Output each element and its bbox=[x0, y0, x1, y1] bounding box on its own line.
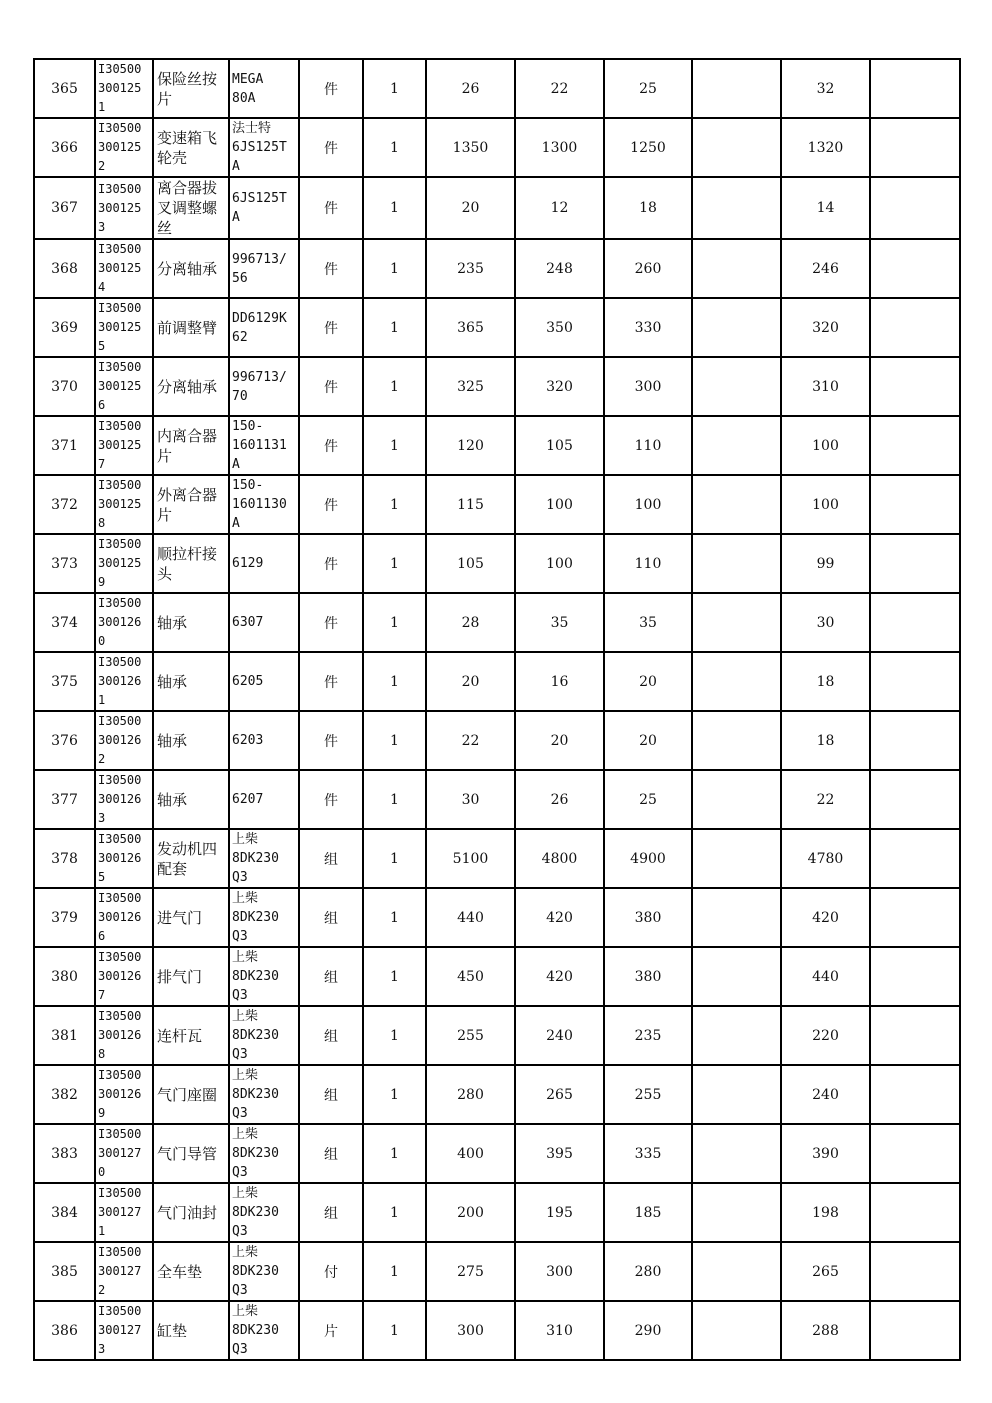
price-5-cell: 100 bbox=[781, 416, 870, 475]
table-row bbox=[34, 1183, 960, 1242]
price-2-cell: 35 bbox=[515, 593, 604, 652]
price-1-cell: 280 bbox=[426, 1065, 515, 1124]
spec-model-cell: 上柴 8DK230 Q3 bbox=[229, 1242, 299, 1301]
part-name-cell: 排气门 bbox=[153, 947, 229, 1006]
price-1-cell: 255 bbox=[426, 1006, 515, 1065]
table-row bbox=[34, 1065, 960, 1124]
price-4-cell bbox=[692, 357, 781, 416]
price-5-cell: 22 bbox=[781, 770, 870, 829]
quantity-cell: 1 bbox=[363, 1301, 426, 1360]
remarks-cell bbox=[870, 1124, 960, 1183]
price-4-cell bbox=[692, 711, 781, 770]
unit-cell: 组 bbox=[299, 1006, 363, 1065]
quantity-cell: 1 bbox=[363, 652, 426, 711]
price-5-cell: 32 bbox=[781, 59, 870, 118]
remarks-cell bbox=[870, 770, 960, 829]
part-name-cell: 缸垫 bbox=[153, 1301, 229, 1360]
table-row bbox=[34, 652, 960, 711]
quantity-cell: 1 bbox=[363, 239, 426, 298]
row-number-cell: 375 bbox=[34, 652, 95, 711]
price-1-cell: 120 bbox=[426, 416, 515, 475]
part-name-cell: 气门座圈 bbox=[153, 1065, 229, 1124]
unit-cell: 件 bbox=[299, 593, 363, 652]
material-code-cell: I30500 300126 7 bbox=[95, 947, 153, 1006]
material-code-cell: I30500 300127 1 bbox=[95, 1183, 153, 1242]
price-4-cell bbox=[692, 298, 781, 357]
price-3-cell: 25 bbox=[604, 770, 692, 829]
quantity-cell: 1 bbox=[363, 475, 426, 534]
price-3-cell: 18 bbox=[604, 177, 692, 239]
price-1-cell: 5100 bbox=[426, 829, 515, 888]
price-1-cell: 26 bbox=[426, 59, 515, 118]
spec-model-cell: 上柴 8DK230 Q3 bbox=[229, 947, 299, 1006]
quantity-cell: 1 bbox=[363, 1065, 426, 1124]
price-5-cell: 240 bbox=[781, 1065, 870, 1124]
price-1-cell: 20 bbox=[426, 652, 515, 711]
price-1-cell: 440 bbox=[426, 888, 515, 947]
price-1-cell: 450 bbox=[426, 947, 515, 1006]
price-4-cell bbox=[692, 239, 781, 298]
price-2-cell: 20 bbox=[515, 711, 604, 770]
price-4-cell bbox=[692, 770, 781, 829]
remarks-cell bbox=[870, 1006, 960, 1065]
row-number-cell: 366 bbox=[34, 118, 95, 177]
remarks-cell bbox=[870, 416, 960, 475]
price-2-cell: 12 bbox=[515, 177, 604, 239]
quantity-cell: 1 bbox=[363, 177, 426, 239]
unit-cell: 件 bbox=[299, 239, 363, 298]
part-name-cell: 内离合器片 bbox=[153, 416, 229, 475]
unit-cell: 件 bbox=[299, 59, 363, 118]
remarks-cell bbox=[870, 475, 960, 534]
part-name-cell: 外离合器片 bbox=[153, 475, 229, 534]
table-row bbox=[34, 888, 960, 947]
remarks-cell bbox=[870, 357, 960, 416]
spec-model-cell: 996713/ 56 bbox=[229, 239, 299, 298]
table-row bbox=[34, 1006, 960, 1065]
row-number-cell: 370 bbox=[34, 357, 95, 416]
part-name-cell: 全车垫 bbox=[153, 1242, 229, 1301]
quantity-cell: 1 bbox=[363, 1006, 426, 1065]
unit-cell: 件 bbox=[299, 711, 363, 770]
material-code-cell: I30500 300126 8 bbox=[95, 1006, 153, 1065]
price-3-cell: 35 bbox=[604, 593, 692, 652]
material-code-cell: I30500 300127 2 bbox=[95, 1242, 153, 1301]
spec-model-cell: 上柴 8DK230 Q3 bbox=[229, 888, 299, 947]
part-name-cell: 轴承 bbox=[153, 770, 229, 829]
unit-cell: 件 bbox=[299, 357, 363, 416]
price-1-cell: 28 bbox=[426, 593, 515, 652]
row-number-cell: 379 bbox=[34, 888, 95, 947]
row-number-cell: 368 bbox=[34, 239, 95, 298]
spec-model-cell: 法士特 6JS125T A bbox=[229, 118, 299, 177]
table-row bbox=[34, 357, 960, 416]
price-4-cell bbox=[692, 947, 781, 1006]
part-name-cell: 轴承 bbox=[153, 593, 229, 652]
price-1-cell: 105 bbox=[426, 534, 515, 593]
price-3-cell: 255 bbox=[604, 1065, 692, 1124]
part-name-cell: 气门油封 bbox=[153, 1183, 229, 1242]
remarks-cell bbox=[870, 1065, 960, 1124]
quantity-cell: 1 bbox=[363, 888, 426, 947]
row-number-cell: 374 bbox=[34, 593, 95, 652]
price-5-cell: 320 bbox=[781, 298, 870, 357]
quantity-cell: 1 bbox=[363, 298, 426, 357]
price-1-cell: 30 bbox=[426, 770, 515, 829]
price-5-cell: 246 bbox=[781, 239, 870, 298]
price-4-cell bbox=[692, 593, 781, 652]
quantity-cell: 1 bbox=[363, 829, 426, 888]
row-number-cell: 384 bbox=[34, 1183, 95, 1242]
remarks-cell bbox=[870, 711, 960, 770]
price-2-cell: 350 bbox=[515, 298, 604, 357]
price-5-cell: 390 bbox=[781, 1124, 870, 1183]
price-2-cell: 105 bbox=[515, 416, 604, 475]
parts-price-table bbox=[33, 58, 961, 1361]
price-3-cell: 110 bbox=[604, 416, 692, 475]
quantity-cell: 1 bbox=[363, 59, 426, 118]
price-5-cell: 1320 bbox=[781, 118, 870, 177]
price-2-cell: 4800 bbox=[515, 829, 604, 888]
price-3-cell: 25 bbox=[604, 59, 692, 118]
remarks-cell bbox=[870, 652, 960, 711]
unit-cell: 组 bbox=[299, 1124, 363, 1183]
price-2-cell: 22 bbox=[515, 59, 604, 118]
material-code-cell: I30500 300125 8 bbox=[95, 475, 153, 534]
table-row bbox=[34, 1301, 960, 1360]
price-2-cell: 420 bbox=[515, 947, 604, 1006]
material-code-cell: I30500 300125 6 bbox=[95, 357, 153, 416]
material-code-cell: I30500 300126 6 bbox=[95, 888, 153, 947]
row-number-cell: 376 bbox=[34, 711, 95, 770]
unit-cell: 组 bbox=[299, 829, 363, 888]
table-body bbox=[34, 59, 960, 1360]
price-2-cell: 100 bbox=[515, 475, 604, 534]
price-5-cell: 18 bbox=[781, 711, 870, 770]
price-4-cell bbox=[692, 177, 781, 239]
row-number-cell: 381 bbox=[34, 1006, 95, 1065]
part-name-cell: 发动机四配套 bbox=[153, 829, 229, 888]
material-code-cell: I30500 300125 7 bbox=[95, 416, 153, 475]
price-3-cell: 335 bbox=[604, 1124, 692, 1183]
price-1-cell: 20 bbox=[426, 177, 515, 239]
quantity-cell: 1 bbox=[363, 416, 426, 475]
part-name-cell: 轴承 bbox=[153, 711, 229, 770]
part-name-cell: 离合器拔叉调整螺丝 bbox=[153, 177, 229, 239]
remarks-cell bbox=[870, 1242, 960, 1301]
price-1-cell: 300 bbox=[426, 1301, 515, 1360]
price-4-cell bbox=[692, 829, 781, 888]
price-4-cell bbox=[692, 652, 781, 711]
price-4-cell bbox=[692, 1065, 781, 1124]
spec-model-cell: 6129 bbox=[229, 534, 299, 593]
material-code-cell: I30500 300126 3 bbox=[95, 770, 153, 829]
spec-model-cell: 上柴 8DK230 Q3 bbox=[229, 829, 299, 888]
row-number-cell: 369 bbox=[34, 298, 95, 357]
material-code-cell: I30500 300126 2 bbox=[95, 711, 153, 770]
row-number-cell: 377 bbox=[34, 770, 95, 829]
row-number-cell: 371 bbox=[34, 416, 95, 475]
remarks-cell bbox=[870, 298, 960, 357]
row-number-cell: 372 bbox=[34, 475, 95, 534]
unit-cell: 片 bbox=[299, 1301, 363, 1360]
price-1-cell: 115 bbox=[426, 475, 515, 534]
price-3-cell: 380 bbox=[604, 888, 692, 947]
spec-model-cell: 6203 bbox=[229, 711, 299, 770]
part-name-cell: 气门导管 bbox=[153, 1124, 229, 1183]
unit-cell: 件 bbox=[299, 534, 363, 593]
row-number-cell: 378 bbox=[34, 829, 95, 888]
remarks-cell bbox=[870, 829, 960, 888]
price-5-cell: 4780 bbox=[781, 829, 870, 888]
row-number-cell: 367 bbox=[34, 177, 95, 239]
part-name-cell: 分离轴承 bbox=[153, 357, 229, 416]
price-3-cell: 20 bbox=[604, 711, 692, 770]
table-row bbox=[34, 1242, 960, 1301]
row-number-cell: 382 bbox=[34, 1065, 95, 1124]
price-1-cell: 200 bbox=[426, 1183, 515, 1242]
price-1-cell: 400 bbox=[426, 1124, 515, 1183]
price-3-cell: 290 bbox=[604, 1301, 692, 1360]
table-row bbox=[34, 593, 960, 652]
price-5-cell: 288 bbox=[781, 1301, 870, 1360]
table-row bbox=[34, 177, 960, 239]
material-code-cell: I30500 300126 1 bbox=[95, 652, 153, 711]
material-code-cell: I30500 300126 9 bbox=[95, 1065, 153, 1124]
price-2-cell: 395 bbox=[515, 1124, 604, 1183]
remarks-cell bbox=[870, 888, 960, 947]
price-3-cell: 300 bbox=[604, 357, 692, 416]
quantity-cell: 1 bbox=[363, 770, 426, 829]
spec-model-cell: 6205 bbox=[229, 652, 299, 711]
table-row bbox=[34, 239, 960, 298]
price-2-cell: 265 bbox=[515, 1065, 604, 1124]
price-4-cell bbox=[692, 118, 781, 177]
price-5-cell: 18 bbox=[781, 652, 870, 711]
part-name-cell: 轴承 bbox=[153, 652, 229, 711]
price-1-cell: 275 bbox=[426, 1242, 515, 1301]
spec-model-cell: 150- 1601131 A bbox=[229, 416, 299, 475]
price-3-cell: 280 bbox=[604, 1242, 692, 1301]
spec-model-cell: 上柴 8DK230 Q3 bbox=[229, 1301, 299, 1360]
table-row bbox=[34, 770, 960, 829]
price-2-cell: 16 bbox=[515, 652, 604, 711]
unit-cell: 组 bbox=[299, 1065, 363, 1124]
remarks-cell bbox=[870, 239, 960, 298]
material-code-cell: I30500 300127 0 bbox=[95, 1124, 153, 1183]
price-4-cell bbox=[692, 475, 781, 534]
price-3-cell: 235 bbox=[604, 1006, 692, 1065]
spec-model-cell: 6JS125T A bbox=[229, 177, 299, 239]
unit-cell: 组 bbox=[299, 888, 363, 947]
price-3-cell: 260 bbox=[604, 239, 692, 298]
part-name-cell: 变速箱飞轮壳 bbox=[153, 118, 229, 177]
spec-model-cell: DD6129K 62 bbox=[229, 298, 299, 357]
spec-model-cell: MEGA 80A bbox=[229, 59, 299, 118]
price-3-cell: 100 bbox=[604, 475, 692, 534]
table-row bbox=[34, 947, 960, 1006]
price-2-cell: 300 bbox=[515, 1242, 604, 1301]
price-1-cell: 325 bbox=[426, 357, 515, 416]
price-5-cell: 198 bbox=[781, 1183, 870, 1242]
table-row bbox=[34, 829, 960, 888]
table-row bbox=[34, 475, 960, 534]
table-row bbox=[34, 298, 960, 357]
row-number-cell: 365 bbox=[34, 59, 95, 118]
part-name-cell: 顺拉杆接头 bbox=[153, 534, 229, 593]
unit-cell: 组 bbox=[299, 947, 363, 1006]
price-3-cell: 20 bbox=[604, 652, 692, 711]
price-2-cell: 420 bbox=[515, 888, 604, 947]
table-row bbox=[34, 59, 960, 118]
price-5-cell: 30 bbox=[781, 593, 870, 652]
price-5-cell: 265 bbox=[781, 1242, 870, 1301]
price-4-cell bbox=[692, 888, 781, 947]
remarks-cell bbox=[870, 1301, 960, 1360]
row-number-cell: 373 bbox=[34, 534, 95, 593]
material-code-cell: I30500 300125 3 bbox=[95, 177, 153, 239]
price-2-cell: 100 bbox=[515, 534, 604, 593]
price-1-cell: 22 bbox=[426, 711, 515, 770]
price-2-cell: 248 bbox=[515, 239, 604, 298]
price-3-cell: 330 bbox=[604, 298, 692, 357]
unit-cell: 件 bbox=[299, 177, 363, 239]
table-row bbox=[34, 118, 960, 177]
price-3-cell: 110 bbox=[604, 534, 692, 593]
remarks-cell bbox=[870, 118, 960, 177]
material-code-cell: I30500 300125 9 bbox=[95, 534, 153, 593]
unit-cell: 件 bbox=[299, 416, 363, 475]
remarks-cell bbox=[870, 534, 960, 593]
unit-cell: 件 bbox=[299, 118, 363, 177]
price-4-cell bbox=[692, 1183, 781, 1242]
remarks-cell bbox=[870, 947, 960, 1006]
part-name-cell: 连杆瓦 bbox=[153, 1006, 229, 1065]
material-code-cell: I30500 300125 5 bbox=[95, 298, 153, 357]
price-4-cell bbox=[692, 416, 781, 475]
quantity-cell: 1 bbox=[363, 118, 426, 177]
material-code-cell: I30500 300125 2 bbox=[95, 118, 153, 177]
unit-cell: 付 bbox=[299, 1242, 363, 1301]
price-4-cell bbox=[692, 1242, 781, 1301]
spec-model-cell: 996713/ 70 bbox=[229, 357, 299, 416]
material-code-cell: I30500 300126 5 bbox=[95, 829, 153, 888]
price-2-cell: 310 bbox=[515, 1301, 604, 1360]
spec-model-cell: 6307 bbox=[229, 593, 299, 652]
material-code-cell: I30500 300125 1 bbox=[95, 59, 153, 118]
quantity-cell: 1 bbox=[363, 947, 426, 1006]
spec-model-cell: 150- 1601130 A bbox=[229, 475, 299, 534]
price-1-cell: 235 bbox=[426, 239, 515, 298]
price-2-cell: 240 bbox=[515, 1006, 604, 1065]
price-5-cell: 310 bbox=[781, 357, 870, 416]
remarks-cell bbox=[870, 177, 960, 239]
table-row bbox=[34, 534, 960, 593]
price-5-cell: 440 bbox=[781, 947, 870, 1006]
price-3-cell: 1250 bbox=[604, 118, 692, 177]
price-3-cell: 4900 bbox=[604, 829, 692, 888]
price-2-cell: 320 bbox=[515, 357, 604, 416]
unit-cell: 组 bbox=[299, 1183, 363, 1242]
price-2-cell: 26 bbox=[515, 770, 604, 829]
spec-model-cell: 上柴 8DK230 Q3 bbox=[229, 1183, 299, 1242]
table-row bbox=[34, 711, 960, 770]
row-number-cell: 386 bbox=[34, 1301, 95, 1360]
quantity-cell: 1 bbox=[363, 534, 426, 593]
remarks-cell bbox=[870, 593, 960, 652]
unit-cell: 件 bbox=[299, 770, 363, 829]
unit-cell: 件 bbox=[299, 298, 363, 357]
price-4-cell bbox=[692, 534, 781, 593]
quantity-cell: 1 bbox=[363, 711, 426, 770]
remarks-cell bbox=[870, 59, 960, 118]
remarks-cell bbox=[870, 1183, 960, 1242]
material-code-cell: I30500 300126 0 bbox=[95, 593, 153, 652]
spec-model-cell: 上柴 8DK230 Q3 bbox=[229, 1065, 299, 1124]
price-4-cell bbox=[692, 1301, 781, 1360]
price-4-cell bbox=[692, 1124, 781, 1183]
row-number-cell: 383 bbox=[34, 1124, 95, 1183]
unit-cell: 件 bbox=[299, 652, 363, 711]
price-3-cell: 380 bbox=[604, 947, 692, 1006]
price-4-cell bbox=[692, 1006, 781, 1065]
spec-model-cell: 上柴 8DK230 Q3 bbox=[229, 1124, 299, 1183]
quantity-cell: 1 bbox=[363, 1242, 426, 1301]
price-5-cell: 100 bbox=[781, 475, 870, 534]
price-2-cell: 1300 bbox=[515, 118, 604, 177]
price-4-cell bbox=[692, 59, 781, 118]
quantity-cell: 1 bbox=[363, 1183, 426, 1242]
price-5-cell: 99 bbox=[781, 534, 870, 593]
part-name-cell: 分离轴承 bbox=[153, 239, 229, 298]
price-1-cell: 1350 bbox=[426, 118, 515, 177]
table-row bbox=[34, 1124, 960, 1183]
quantity-cell: 1 bbox=[363, 593, 426, 652]
part-name-cell: 进气门 bbox=[153, 888, 229, 947]
price-5-cell: 420 bbox=[781, 888, 870, 947]
material-code-cell: I30500 300127 3 bbox=[95, 1301, 153, 1360]
price-2-cell: 195 bbox=[515, 1183, 604, 1242]
unit-cell: 件 bbox=[299, 475, 363, 534]
price-3-cell: 185 bbox=[604, 1183, 692, 1242]
price-1-cell: 365 bbox=[426, 298, 515, 357]
quantity-cell: 1 bbox=[363, 357, 426, 416]
price-5-cell: 220 bbox=[781, 1006, 870, 1065]
quantity-cell: 1 bbox=[363, 1124, 426, 1183]
row-number-cell: 380 bbox=[34, 947, 95, 1006]
table-row bbox=[34, 416, 960, 475]
material-code-cell: I30500 300125 4 bbox=[95, 239, 153, 298]
spec-model-cell: 上柴 8DK230 Q3 bbox=[229, 1006, 299, 1065]
spec-model-cell: 6207 bbox=[229, 770, 299, 829]
row-number-cell: 385 bbox=[34, 1242, 95, 1301]
price-5-cell: 14 bbox=[781, 177, 870, 239]
part-name-cell: 前调整臂 bbox=[153, 298, 229, 357]
part-name-cell: 保险丝按片 bbox=[153, 59, 229, 118]
